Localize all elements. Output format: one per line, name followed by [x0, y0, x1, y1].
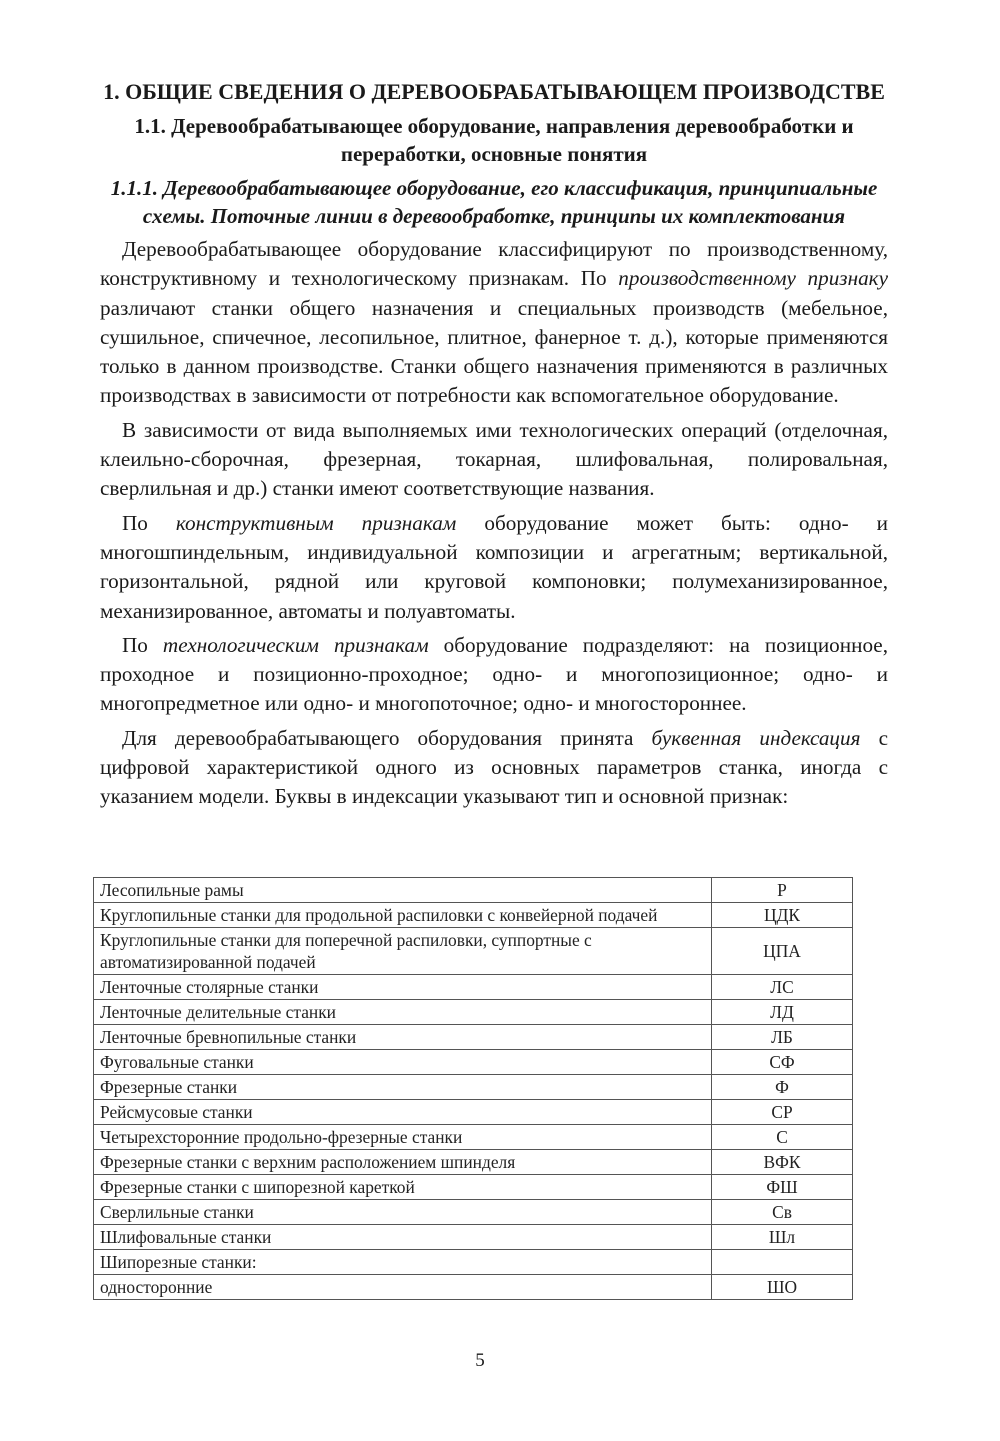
machine-name-cell: Ленточные столярные станки: [94, 975, 712, 1000]
section-heading: 1.1. Деревообрабатывающее оборудование, направления деревообработки и переработки, основные понятия: [134, 114, 854, 166]
table-row: [94, 1025, 853, 1050]
table-row: [94, 1150, 853, 1175]
paragraph-3-text-b: оборудование может быть: одно- и многошпиндельным, индивидуальной композиции и агрегатным; вертикальной, горизонтальной, рядной или круговой компоновки; полумеханизированное, механизированное, автоматы и полуавтоматы.: [100, 510, 888, 623]
table-row: [94, 1250, 853, 1275]
paragraph-4: [100, 631, 888, 719]
machine-name-cell: Лесопильные рамы: [94, 878, 712, 903]
paragraph-1-emphasis: производственному признаку: [618, 266, 888, 291]
paragraph-1-text-b: различают станки общего назначения и специальных производств (мебельное, сушильное, спичечное, лесопильное, плитное, фанерное т. д.), которые применяются только в данном производстве. Станки общего назначения применяются в различных производствах в зависимости от потребности как вспомогательное оборудование.: [100, 295, 888, 408]
machine-name-cell: Круглопильные станки для продольной распиловки с конвейерной подачей: [94, 903, 712, 928]
table-row: [94, 1275, 853, 1300]
paragraph-1: [100, 235, 888, 411]
page-content: [100, 78, 888, 812]
paragraph-3: [100, 509, 888, 626]
machine-code-cell: Шл: [712, 1225, 853, 1250]
machine-code-cell: ЛД: [712, 1000, 853, 1025]
machine-name-cell: Четырехсторонние продольно-фрезерные станки: [94, 1125, 712, 1150]
table-row: [94, 1175, 853, 1200]
machine-name-cell: Ленточные бревнопильные станки: [94, 1025, 712, 1050]
chapter-heading: 1. ОБЩИЕ СВЕДЕНИЯ О ДЕРЕВООБРАБАТЫВАЮЩЕМ ПРОИЗВОДСТВЕ: [103, 79, 885, 104]
machine-name-cell: Шлифовальные станки: [94, 1225, 712, 1250]
machine-name-cell: Шипорезные станки:: [94, 1250, 712, 1275]
machine-code-cell: ШО: [712, 1275, 853, 1300]
machine-name-cell: Фрезерные станки: [94, 1075, 712, 1100]
table-row: [94, 975, 853, 1000]
machine-name-cell: Фрезерные станки с шипорезной кареткой: [94, 1175, 712, 1200]
machine-code-cell: ЦДК: [712, 903, 853, 928]
table-row: [94, 1200, 853, 1225]
machine-name-cell: Сверлильные станки: [94, 1200, 712, 1225]
table-row: [94, 1075, 853, 1100]
machine-code-cell: СФ: [712, 1050, 853, 1075]
machine-name-cell: Круглопильные станки для поперечной распиловки, суппортные с автоматизированной подачей: [94, 928, 712, 975]
machine-code-cell: С: [712, 1125, 853, 1150]
table-row: [94, 928, 853, 975]
machine-name-cell: односторонние: [94, 1275, 712, 1300]
subsection-heading: 1.1.1. Деревообрабатывающее оборудование, его классификация, принципиальные схемы. Поточные линии в деревообработке, принципы их комплектования: [110, 176, 878, 228]
table-row: [94, 1225, 853, 1250]
machine-code-cell: Ф: [712, 1075, 853, 1100]
table-row: [94, 1050, 853, 1075]
machine-name-cell: Фрезерные станки с верхним расположением шпинделя: [94, 1150, 712, 1175]
machine-index-table: [93, 877, 853, 1300]
paragraph-3-emphasis: конструктивным признакам: [175, 510, 457, 535]
paragraph-1-text-a: Деревообрабатывающее оборудование классифицируют по производственному, конструктивному и технологическому признакам. По: [100, 237, 888, 291]
paragraph-4-text-b: оборудование подразделяют: на позиционное, проходное и позиционно-проходное; одно- и многопозиционное; одно- и многопредметное или одно- и многопоточное; одно- и многостороннее.: [100, 632, 888, 716]
machine-name-cell: Фуговальные станки: [94, 1050, 712, 1075]
machine-code-cell: ФШ: [712, 1175, 853, 1200]
machine-code-cell: СР: [712, 1100, 853, 1125]
paragraph-3-text-a: По: [122, 510, 176, 535]
machine-code-cell: ЛБ: [712, 1025, 853, 1050]
paragraph-5: [100, 724, 888, 812]
paragraph-4-emphasis: технологическим признакам: [162, 632, 429, 657]
table-row: [94, 878, 853, 903]
machine-name-cell: Рейсмусовые станки: [94, 1100, 712, 1125]
table-row: [94, 1125, 853, 1150]
table-row: [94, 1000, 853, 1025]
table-row: [94, 1100, 853, 1125]
machine-code-cell: Р: [712, 878, 853, 903]
machine-name-cell: Ленточные делительные станки: [94, 1000, 712, 1025]
machine-code-cell: ЛС: [712, 975, 853, 1000]
page-number: 5: [475, 1350, 485, 1371]
table-row: [94, 903, 853, 928]
machine-code-cell: ЦПА: [712, 928, 853, 975]
paragraph-5-text-b: с цифровой характеристикой одного из основных параметров станка, иногда с указанием модели. Буквы в индексации указывают тип и основной признак:: [100, 725, 888, 809]
machine-code-cell: Св: [712, 1200, 853, 1225]
paragraph-4-text-a: По: [122, 632, 163, 657]
paragraph-2: В зависимости от вида выполняемых ими технологических операций (отделочная, клеильно-сборочная, фрезерная, токарная, шлифовальная, полировальная, сверлильная и др.) станки имеют соответствующие названия.: [100, 417, 888, 501]
machine-code-cell: [712, 1250, 853, 1275]
machine-code-cell: ВФК: [712, 1150, 853, 1175]
paragraph-5-emphasis: буквенная индексация: [651, 725, 861, 750]
paragraph-5-text-a: Для деревообрабатывающего оборудования принята: [122, 725, 652, 750]
